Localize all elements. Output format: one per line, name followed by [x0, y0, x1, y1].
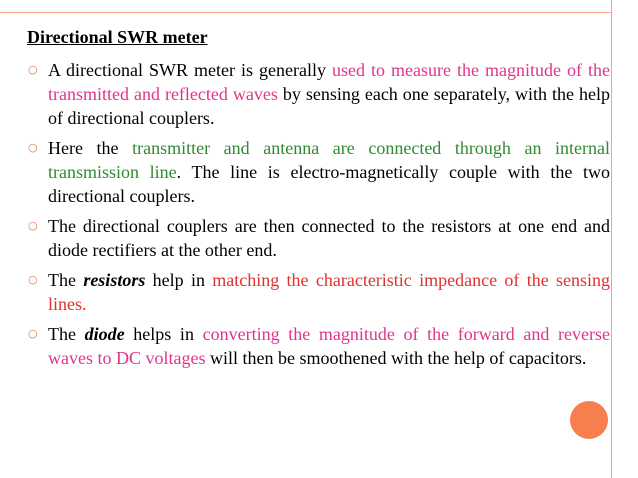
bullet-text: help in — [145, 270, 213, 290]
top-border-line — [0, 12, 611, 13]
bullet-list — [24, 58, 610, 376]
bullet-item-1 — [24, 58, 610, 130]
bullet-text: . The line is electro-magnetically couple with the two directional couplers. — [48, 162, 610, 206]
bullet-circle-icon: ○ — [28, 141, 38, 154]
bullet-circle-icon: ○ — [28, 327, 38, 340]
bullet-item-3 — [24, 214, 610, 262]
bullet-emphasis: resistors — [83, 270, 146, 290]
bullet-item-2 — [24, 136, 610, 208]
bullet-highlight: matching the characteristic impedance of the sensing lines. — [48, 270, 610, 314]
right-border-line — [611, 0, 612, 478]
bullet-text: by sensing each one separately, with the help of directional couplers. — [48, 84, 611, 128]
bullet-text: helps in — [124, 324, 203, 344]
bullet-item-4 — [24, 268, 610, 316]
orange-circle-decoration — [570, 401, 608, 439]
bullet-text: A directional SWR meter is generally — [48, 60, 332, 80]
slide-title: Directional SWR meter — [27, 27, 208, 47]
bullet-text: will then be smoothened with the help of capacitors. — [205, 348, 587, 368]
bullet-text: The — [48, 324, 85, 344]
bullet-item-5 — [24, 322, 610, 370]
bullet-circle-icon: ○ — [28, 219, 38, 232]
bullet-text: Here the — [48, 138, 133, 158]
bullet-circle-icon: ○ — [28, 63, 38, 76]
bullet-text: The directional couplers are then connected to the resistors at one end and diode rectifiers at the other end. — [48, 216, 610, 260]
bullet-highlight: used to measure the magnitude of the transmitted and reflected waves — [48, 60, 610, 104]
bullet-circle-icon: ○ — [28, 273, 38, 286]
bullet-highlight: transmitter and antenna are connected through an internal transmission line — [48, 138, 610, 182]
bullet-text: The — [48, 270, 84, 290]
bullet-highlight: converting the magnitude of the forward and reverse waves to DC voltages — [48, 324, 610, 368]
bullet-emphasis: diode — [84, 324, 125, 344]
